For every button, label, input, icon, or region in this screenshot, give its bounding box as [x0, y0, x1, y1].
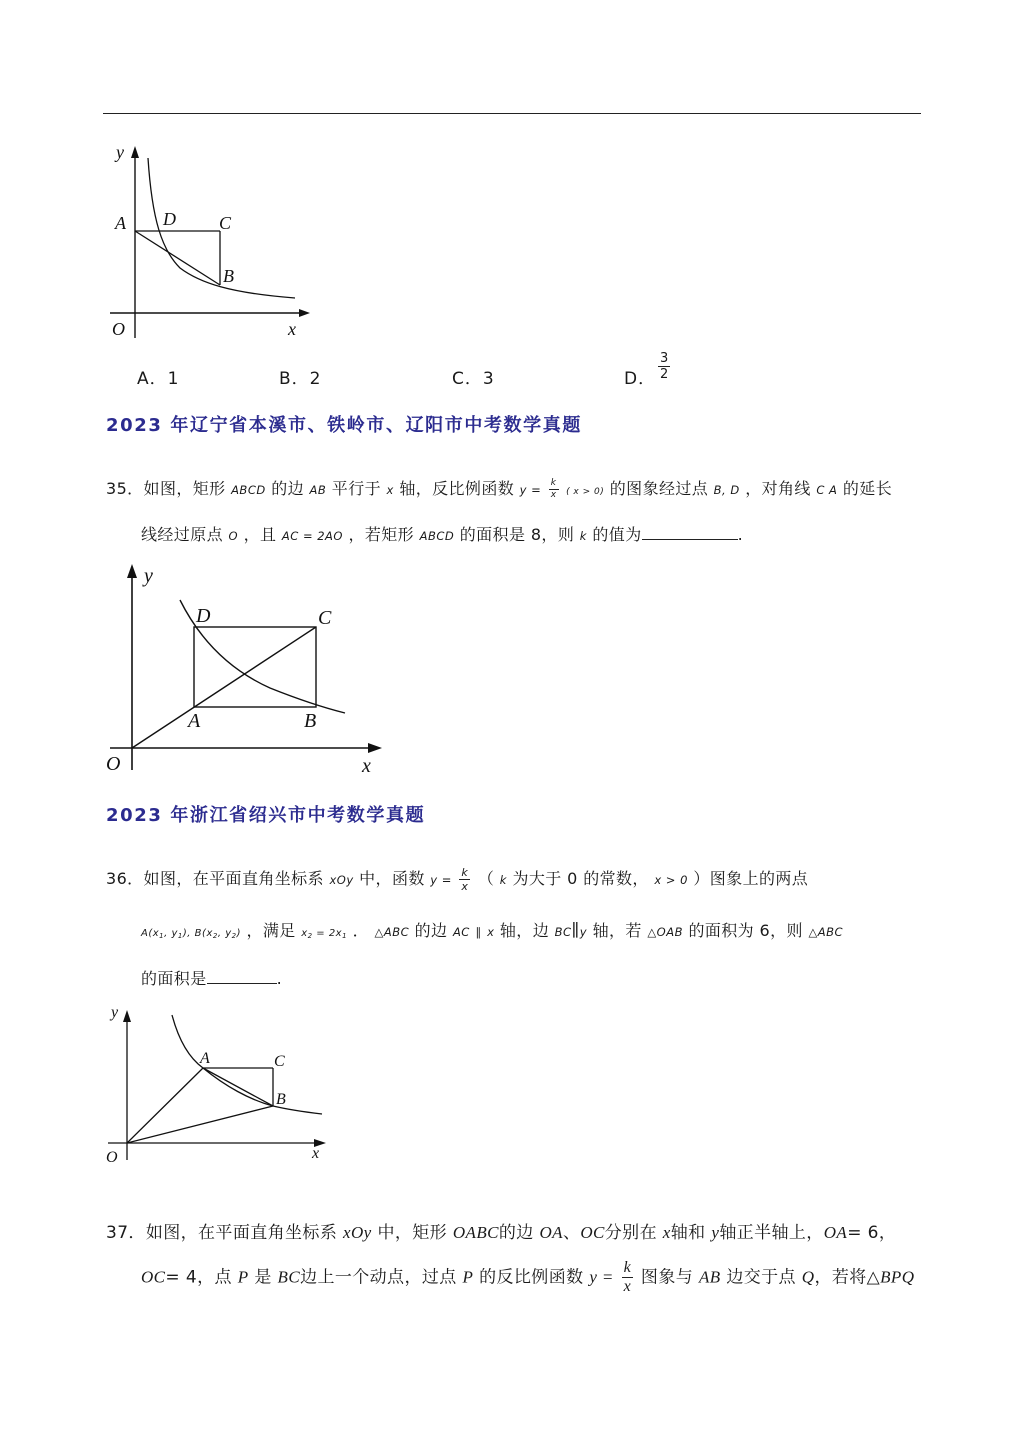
label-o: O [112, 319, 125, 339]
label-x: x [312, 1145, 320, 1162]
figure-q34 [100, 140, 320, 345]
figure-q36 [100, 1000, 340, 1170]
option-c: C．3 [452, 369, 495, 389]
label-a: A [115, 213, 126, 233]
label-c: C [219, 213, 232, 233]
q35-line-2: 线经过原点 O ，且 AC = 2AO ，若矩形 ABCD 的面积是 8，则 k 的值为 . [141, 525, 744, 544]
label-b: B [223, 266, 234, 286]
label-x: x [288, 319, 296, 339]
label-b: B [276, 1091, 286, 1108]
x-axis-arrow [368, 743, 382, 753]
hyperbola-curve [172, 1015, 322, 1114]
label-a: A [188, 710, 201, 732]
section-heading-1: 2023 年辽宁省本溪市、铁岭市、辽阳市中考数学真题 [106, 415, 582, 436]
label-c: C [274, 1053, 285, 1070]
x-axis-arrow [299, 309, 310, 317]
option-d-fraction: $\frac{3}{2}$ [660, 351, 669, 382]
label-o: O [106, 753, 121, 775]
y-axis-arrow [131, 146, 139, 158]
option-d-label: D． [624, 369, 657, 389]
segment-ab [135, 231, 220, 285]
label-c: C [318, 607, 332, 629]
segment-oa [127, 1068, 203, 1143]
label-y: y [144, 565, 153, 587]
q35-line-1: 35．如图，矩形 ABCD 的边 AB 平行于 x 轴，反比例函数 y = $\frac{k}{x}$ ( x > 0) 的图象经过点 B, D ，对角线 C A 的延长 [106, 478, 893, 500]
label-y: y [116, 142, 124, 162]
y-axis-arrow [123, 1010, 131, 1022]
figure-q35 [100, 560, 390, 780]
q36-line-3: 的面积是 . [141, 969, 283, 988]
label-x: x [362, 755, 371, 777]
diagonal-oc [132, 627, 316, 748]
q36-line-1: 36．如图，在平面直角坐标系 xOy 中，函数 y = $\frac{k}{x}$ （ k 为大于 0 的常数， x > 0 ）图象上的两点 [106, 866, 809, 893]
option-b: B．2 [279, 369, 322, 389]
answer-blank-36 [207, 983, 277, 984]
section-heading-2: 2023 年浙江省绍兴市中考数学真题 [106, 805, 426, 826]
y-axis-arrow [127, 564, 137, 578]
segment-ob [127, 1106, 273, 1143]
label-y: y [111, 1004, 119, 1021]
answer-blank-35 [642, 539, 738, 540]
q37-line-1: 37．如图，在平面直角坐标系 xOy 中，矩形 OABC的边 OA、OC分别在 x轴和 y轴正半轴上，OA= 6， [106, 1223, 897, 1243]
segment-ab [203, 1068, 273, 1106]
label-o: O [106, 1149, 118, 1166]
q36-line-2: $A(x_1$, $y_1$), $B(x_2$, $y_2$) ，满足 $x_2 = 2x_1$ ． △ABC 的边 AC ∥ x 轴，边 BC∥y 轴，若 △OAB 的面积为 6，则 △ABC [141, 921, 844, 940]
label-d: D [163, 209, 176, 229]
q37-line-2: OC= 4，点 P 是 BC边上一个动点，过点 P 的反比例函数 y = $\frac{k}{x}$ 图象与 AB 边交于点 Q，若将△BPQ [141, 1259, 915, 1295]
label-a: A [200, 1050, 210, 1067]
label-d: D [196, 605, 211, 627]
header-rule [103, 113, 921, 114]
label-b: B [304, 710, 317, 732]
option-a: A．1 [137, 369, 180, 389]
